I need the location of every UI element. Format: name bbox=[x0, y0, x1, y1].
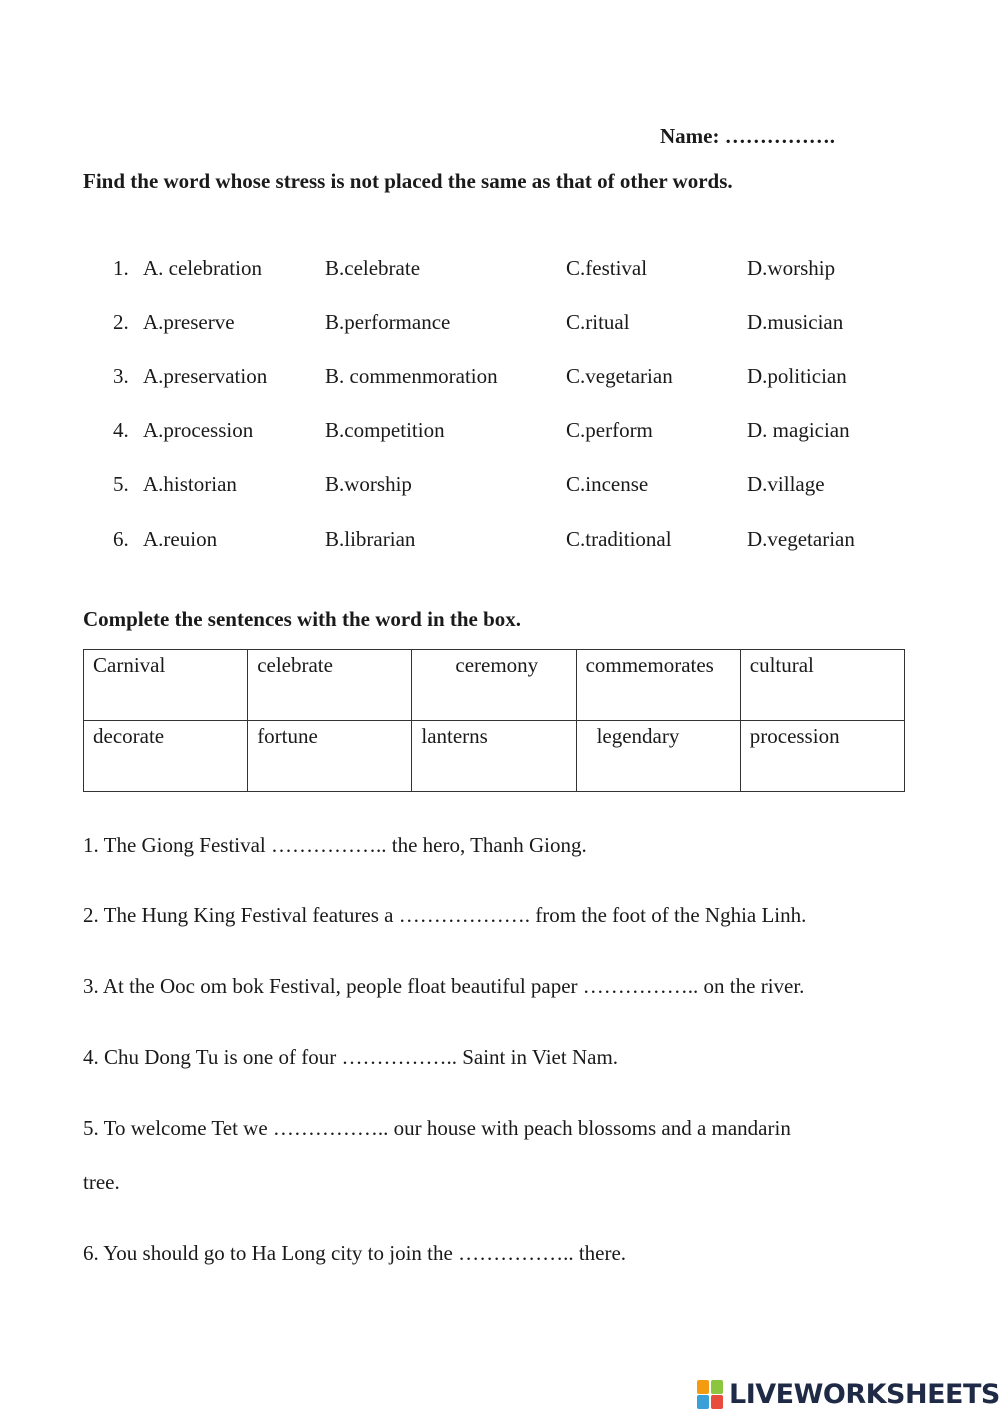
word-cell: lanterns bbox=[412, 721, 576, 792]
option-a: A.preserve bbox=[143, 310, 235, 334]
word-cell: fortune bbox=[248, 721, 412, 792]
liveworksheets-logo bbox=[697, 1376, 1000, 1412]
sentence: 6. You should go to Ha Long city to join the …………….. there. bbox=[83, 1241, 627, 1265]
option-d: D.musician bbox=[747, 310, 844, 334]
sentence: 3. At the Ooc om bok Festival, people float beautiful paper …………….. on the river. bbox=[83, 974, 805, 998]
word-cell: ceremony bbox=[412, 650, 576, 721]
sentence-continuation: tree. bbox=[83, 1170, 120, 1194]
word-cell: cultural bbox=[740, 650, 904, 721]
option-b: B.performance bbox=[325, 310, 451, 334]
option-c: C.vegetarian bbox=[566, 364, 673, 388]
name-field-label: Name: ……………. bbox=[660, 124, 835, 148]
option-d: D.vegetarian bbox=[747, 527, 855, 551]
word-box-row bbox=[84, 650, 905, 721]
option-c: C.perform bbox=[566, 418, 653, 442]
option-b: B. commenmoration bbox=[325, 364, 498, 388]
option-d: D. magician bbox=[747, 418, 850, 442]
option-d: D.worship bbox=[747, 256, 836, 280]
question-number: 3. bbox=[113, 364, 129, 388]
option-b: B.worship bbox=[325, 472, 412, 496]
sentence: 4. Chu Dong Tu is one of four …………….. Saint in Viet Nam. bbox=[83, 1045, 619, 1069]
section1-instruction: Find the word whose stress is not placed the same as that of other words. bbox=[83, 169, 733, 193]
question-number: 2. bbox=[113, 310, 129, 334]
word-cell: commemorates bbox=[576, 650, 740, 721]
question-number: 1. bbox=[113, 256, 129, 280]
option-a: A. celebration bbox=[143, 256, 262, 280]
option-b: B.celebrate bbox=[325, 256, 421, 280]
option-d: D.village bbox=[747, 472, 825, 496]
option-a: A.preservation bbox=[143, 364, 268, 388]
option-c: C.festival bbox=[566, 256, 648, 280]
sentence: 2. The Hung King Festival features a ………………. from the foot of the Nghia Linh. bbox=[83, 903, 807, 927]
option-b: B.competition bbox=[325, 418, 445, 442]
question-number: 5. bbox=[113, 472, 129, 496]
section2-instruction: Complete the sentences with the word in the box. bbox=[83, 607, 522, 631]
word-box bbox=[83, 649, 905, 792]
option-a: A.historian bbox=[143, 472, 237, 496]
word-cell: celebrate bbox=[248, 650, 412, 721]
option-c: C.incense bbox=[566, 472, 649, 496]
word-cell: legendary bbox=[576, 721, 740, 792]
word-cell: decorate bbox=[84, 721, 248, 792]
question-number: 4. bbox=[113, 418, 129, 442]
liveworksheets-logo-icon bbox=[697, 1378, 727, 1410]
word-cell: procession bbox=[740, 721, 904, 792]
option-c: C.traditional bbox=[566, 527, 672, 551]
option-a: A.procession bbox=[143, 418, 254, 442]
option-d: D.politician bbox=[747, 364, 847, 388]
logo-text: LIVEWORKSHEETS bbox=[729, 1378, 1000, 1410]
option-a: A.reuion bbox=[143, 527, 218, 551]
option-c: C.ritual bbox=[566, 310, 630, 334]
sentence: 1. The Giong Festival …………….. the hero, Thanh Giong. bbox=[83, 833, 587, 857]
question-number: 6. bbox=[113, 527, 129, 551]
word-cell: Carnival bbox=[84, 650, 248, 721]
sentence: 5. To welcome Tet we …………….. our house with peach blossoms and a mandarin bbox=[83, 1116, 791, 1140]
option-b: B.librarian bbox=[325, 527, 416, 551]
word-box-row bbox=[84, 721, 905, 792]
